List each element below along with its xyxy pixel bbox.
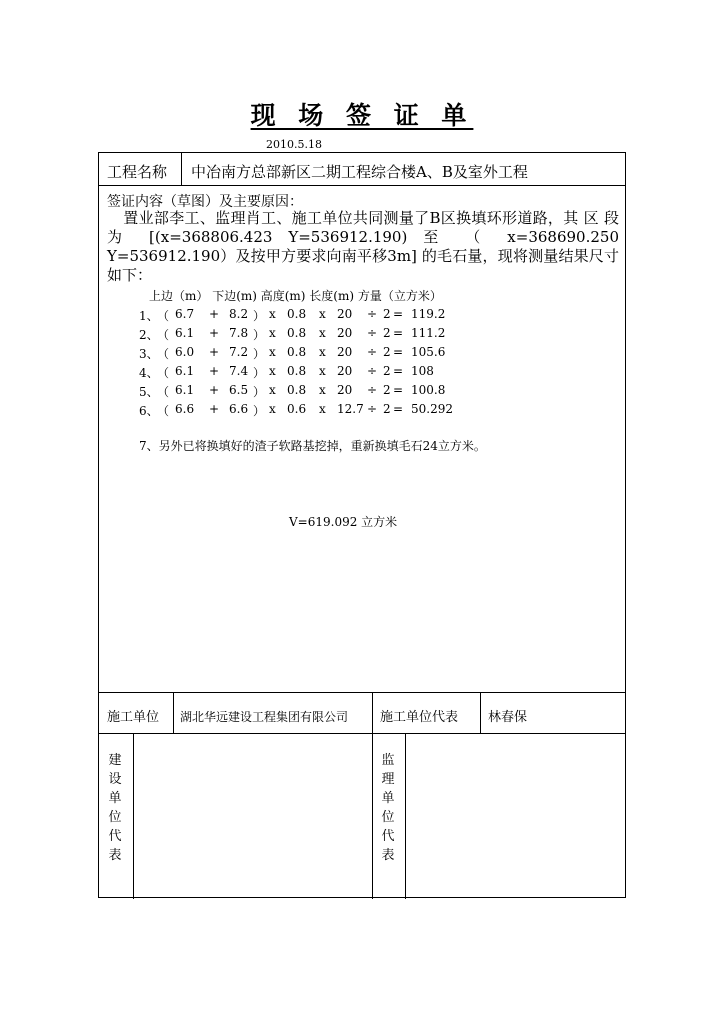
row-lower: 7.8	[229, 326, 249, 340]
label-char: 位	[108, 810, 122, 825]
document-date: 2010.5.18	[266, 138, 322, 151]
row-height: 0.8	[287, 364, 307, 378]
label-char: 理	[381, 772, 395, 787]
row-divisor: 2	[383, 383, 391, 397]
row-symbol: x	[319, 326, 326, 340]
label-char: 监	[381, 753, 395, 768]
row-upper: 6.0	[175, 345, 195, 359]
row-divisor: 2	[383, 345, 391, 359]
content-paragraph-text: 置业部李工、监理肖工、施工单位共同测量了B区换填环形道路，其 区 段 为 [(x=368806.423 Y=536912.190) 至 （ x=368690.250 Y=536912.190）及按甲方要求向南平移3m] 的毛石量，现将测量结果尺寸如下：	[107, 209, 619, 284]
row-symbol: （	[157, 366, 170, 380]
row-idx: 4、	[139, 366, 159, 380]
row-symbol: （	[157, 328, 170, 342]
row-symbol: x	[269, 307, 276, 321]
row-length: 20	[337, 364, 353, 378]
content-paragraph	[107, 209, 619, 285]
row-symbol: x	[269, 345, 276, 359]
construction-rep-label: 施工单位代表	[380, 710, 459, 725]
row-upper: 6.1	[175, 326, 195, 340]
row-symbol: +	[209, 402, 220, 416]
label-char: 建	[108, 753, 122, 768]
col-divider-supervisor-label	[405, 733, 406, 899]
row-symbol: x	[269, 402, 276, 416]
row-result: 50.292	[411, 402, 453, 416]
row-symbol: +	[209, 364, 220, 378]
row-divisor: 2	[383, 326, 391, 340]
col-divider-unit-label	[173, 692, 174, 733]
row-symbol: ）	[253, 366, 266, 380]
row-symbol: ）	[253, 309, 266, 323]
row-symbol: x	[319, 345, 326, 359]
row-length: 20	[337, 383, 353, 397]
title-text: 现 场 签 证 单	[250, 101, 474, 130]
construction-unit-value: 湖北华远建设工程集团有限公司	[180, 710, 349, 724]
label-char: 位	[381, 810, 395, 825]
row-divider-project	[99, 185, 625, 186]
col-divider-builder-label	[133, 733, 134, 899]
row-symbol: x	[319, 402, 326, 416]
row-symbol: （	[157, 404, 170, 418]
label-char: 设	[108, 772, 122, 787]
row-length: 20	[337, 326, 353, 340]
row-upper: 6.1	[175, 383, 195, 397]
row-symbol: x	[319, 307, 326, 321]
row-height: 0.8	[287, 307, 307, 321]
row-idx: 6、	[139, 404, 159, 418]
row-symbol: +	[209, 383, 220, 397]
construction-unit-label: 施工单位	[107, 710, 160, 725]
col-divider-builder-sign	[372, 733, 373, 899]
row-idx: 3、	[139, 347, 159, 361]
measurement-columns-header: 上边（m） 下边(m) 高度(m) 长度(m) 方量（立方米）	[149, 289, 442, 303]
label-char: 表	[108, 848, 122, 863]
row-eq: =	[393, 307, 404, 321]
row-idx: 2、	[139, 328, 159, 342]
row-lower: 7.2	[229, 345, 249, 359]
row-lower: 8.2	[229, 307, 249, 321]
row-symbol: x	[269, 364, 276, 378]
col-divider-rep-label	[480, 692, 481, 733]
document-title	[0, 96, 724, 132]
label-char: 单	[108, 791, 122, 806]
row-symbol: ÷	[367, 364, 378, 378]
row-symbol: +	[209, 326, 220, 340]
row-height: 0.8	[287, 345, 307, 359]
row-symbol: x	[269, 326, 276, 340]
row-length: 20	[337, 307, 353, 321]
label-char: 代	[381, 829, 395, 844]
row-idx: 1、	[139, 309, 159, 323]
row-symbol: （	[157, 385, 170, 399]
row-lower: 6.6	[229, 402, 249, 416]
row-divider-construction	[99, 733, 625, 734]
construction-rep-value: 林春保	[488, 710, 528, 725]
project-name-value: 中冶南方总部新区二期工程综合楼A、B及室外工程	[191, 163, 528, 181]
row-symbol: ÷	[367, 307, 378, 321]
row-height: 0.8	[287, 326, 307, 340]
content-heading: 签证内容（草图）及主要原因：	[107, 194, 303, 210]
row-upper: 6.6	[175, 402, 195, 416]
row-result: 105.6	[411, 345, 446, 359]
row-lower: 6.5	[229, 383, 249, 397]
row-upper: 6.7	[175, 307, 195, 321]
content-note: 7、另外已将换填好的渣子软路基挖掉，重新换填毛石24立方米。	[139, 439, 486, 453]
row-symbol: （	[157, 347, 170, 361]
project-name-label: 工程名称	[107, 163, 168, 181]
label-char: 单	[381, 791, 395, 806]
row-result: 100.8	[411, 383, 446, 397]
col-divider-project	[181, 153, 182, 185]
row-result: 108	[411, 364, 434, 378]
row-length: 20	[337, 345, 353, 359]
row-lower: 7.4	[229, 364, 249, 378]
builder-rep-label	[107, 751, 123, 865]
row-result: 119.2	[411, 307, 446, 321]
col-divider-unit-value	[372, 692, 373, 733]
content-total: V=619.092 立方米	[289, 515, 398, 529]
row-eq: =	[393, 364, 404, 378]
row-symbol: ÷	[367, 345, 378, 359]
row-height: 0.8	[287, 383, 307, 397]
label-char: 表	[381, 848, 395, 863]
row-result: 111.2	[411, 326, 446, 340]
row-divisor: 2	[383, 402, 391, 416]
row-idx: 5、	[139, 385, 159, 399]
row-length: 12.7	[337, 402, 364, 416]
row-divisor: 2	[383, 307, 391, 321]
row-symbol: ÷	[367, 402, 378, 416]
row-eq: =	[393, 383, 404, 397]
row-divisor: 2	[383, 364, 391, 378]
row-symbol: （	[157, 309, 170, 323]
row-symbol: +	[209, 307, 220, 321]
row-divider-content	[99, 692, 625, 693]
row-symbol: +	[209, 345, 220, 359]
row-symbol: ÷	[367, 326, 378, 340]
row-symbol: ）	[253, 404, 266, 418]
row-upper: 6.1	[175, 364, 195, 378]
label-char: 代	[108, 829, 122, 844]
row-symbol: ）	[253, 328, 266, 342]
row-symbol: ÷	[367, 383, 378, 397]
row-eq: =	[393, 345, 404, 359]
row-eq: =	[393, 326, 404, 340]
row-height: 0.6	[287, 402, 307, 416]
visa-form-table	[98, 152, 626, 898]
row-eq: =	[393, 402, 404, 416]
row-symbol: x	[319, 364, 326, 378]
row-symbol: x	[319, 383, 326, 397]
row-symbol: ）	[253, 347, 266, 361]
row-symbol: ）	[253, 385, 266, 399]
supervisor-rep-label	[380, 751, 396, 865]
row-symbol: x	[269, 383, 276, 397]
